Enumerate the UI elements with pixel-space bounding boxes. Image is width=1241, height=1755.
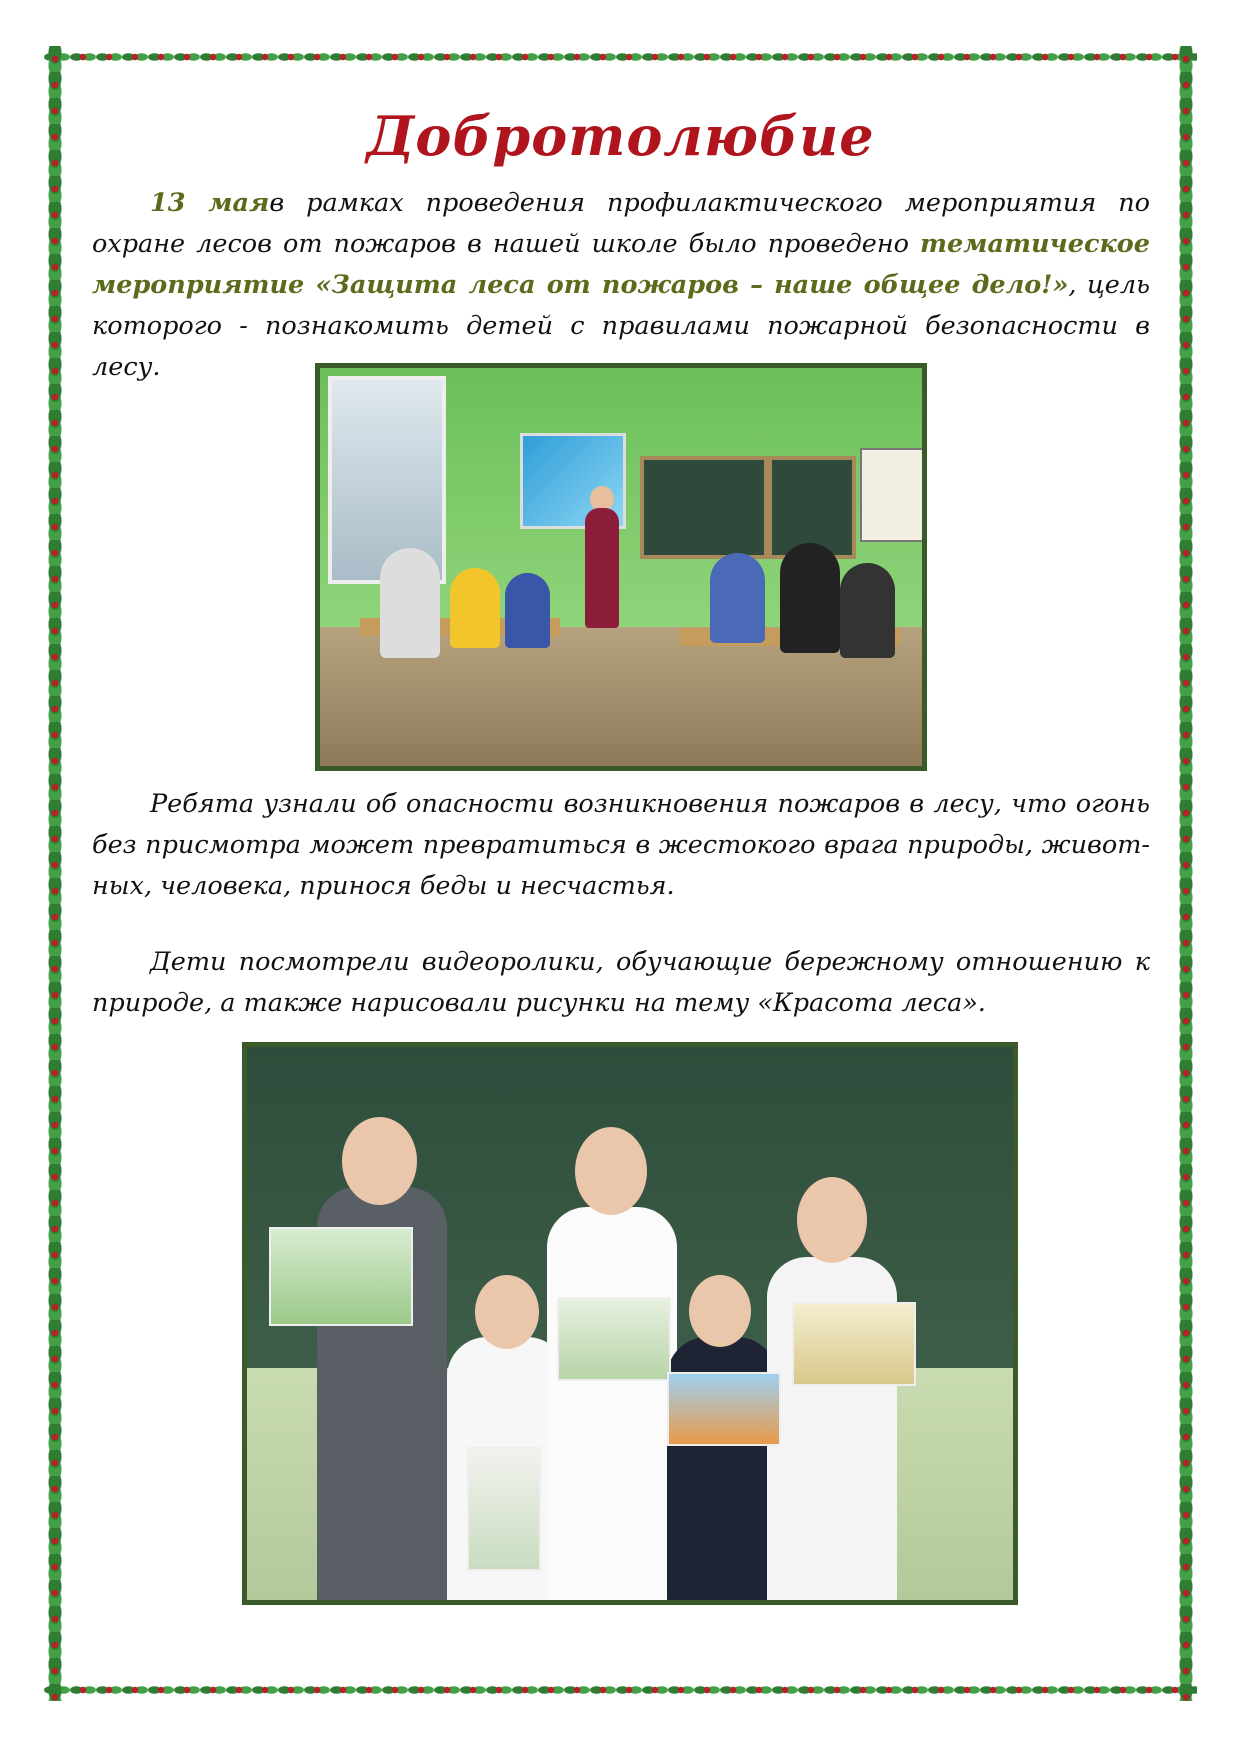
child-drawing: [557, 1297, 671, 1381]
child-drawing: [667, 1372, 781, 1446]
border-top: [44, 46, 1197, 68]
child-head: [342, 1117, 417, 1205]
event-name: тематическое мероприятие «Защита леса от пожаров – наше общее дело!»: [92, 229, 1150, 300]
child-head: [575, 1127, 647, 1215]
student: [450, 568, 500, 648]
student: [710, 553, 765, 643]
student: [380, 548, 440, 658]
wall-poster: [860, 448, 924, 542]
chalkboard-left: [640, 456, 768, 559]
child-head: [797, 1177, 867, 1263]
child-drawing: [467, 1447, 541, 1571]
classroom-window: [328, 376, 446, 584]
child-drawing: [792, 1302, 916, 1386]
classroom-photo: [315, 363, 927, 771]
child: [547, 1207, 677, 1605]
children-photo: [242, 1042, 1018, 1605]
border-bottom: [44, 1679, 1197, 1701]
page-title: Добротолюбие: [366, 104, 875, 168]
child-head: [475, 1275, 539, 1349]
border-left: [44, 46, 66, 1701]
student: [780, 543, 840, 653]
student: [840, 563, 895, 658]
paragraph-danger: Ребята узнали об опасности возникновения пожаров в лесу, что огонь без присмотра может превратиться в жестокого врага природы, животных, человека, принося беды и несчастья.: [92, 789, 1150, 901]
intro-text-1: в рамках проведения профилактического мероприятия по охране лесов от пожаров в нашей школе было проведено: [92, 188, 1150, 259]
student: [505, 573, 550, 648]
intro-text-2: , цель которого - познакомить детей с правилами пожарной безопасности в лесу.: [92, 270, 1150, 382]
child-drawing: [269, 1227, 413, 1326]
child-head: [689, 1275, 751, 1347]
border-right: [1175, 46, 1197, 1701]
teacher: [585, 508, 619, 628]
paragraph-intro: [92, 183, 1150, 388]
event-date: 13 мая: [150, 188, 270, 218]
paragraph-drawings: Дети посмотрели видеоролики, обучающие бережному отношению к природе, а также нарисовали рисунки на тему «Красота леса».: [92, 947, 1150, 1018]
